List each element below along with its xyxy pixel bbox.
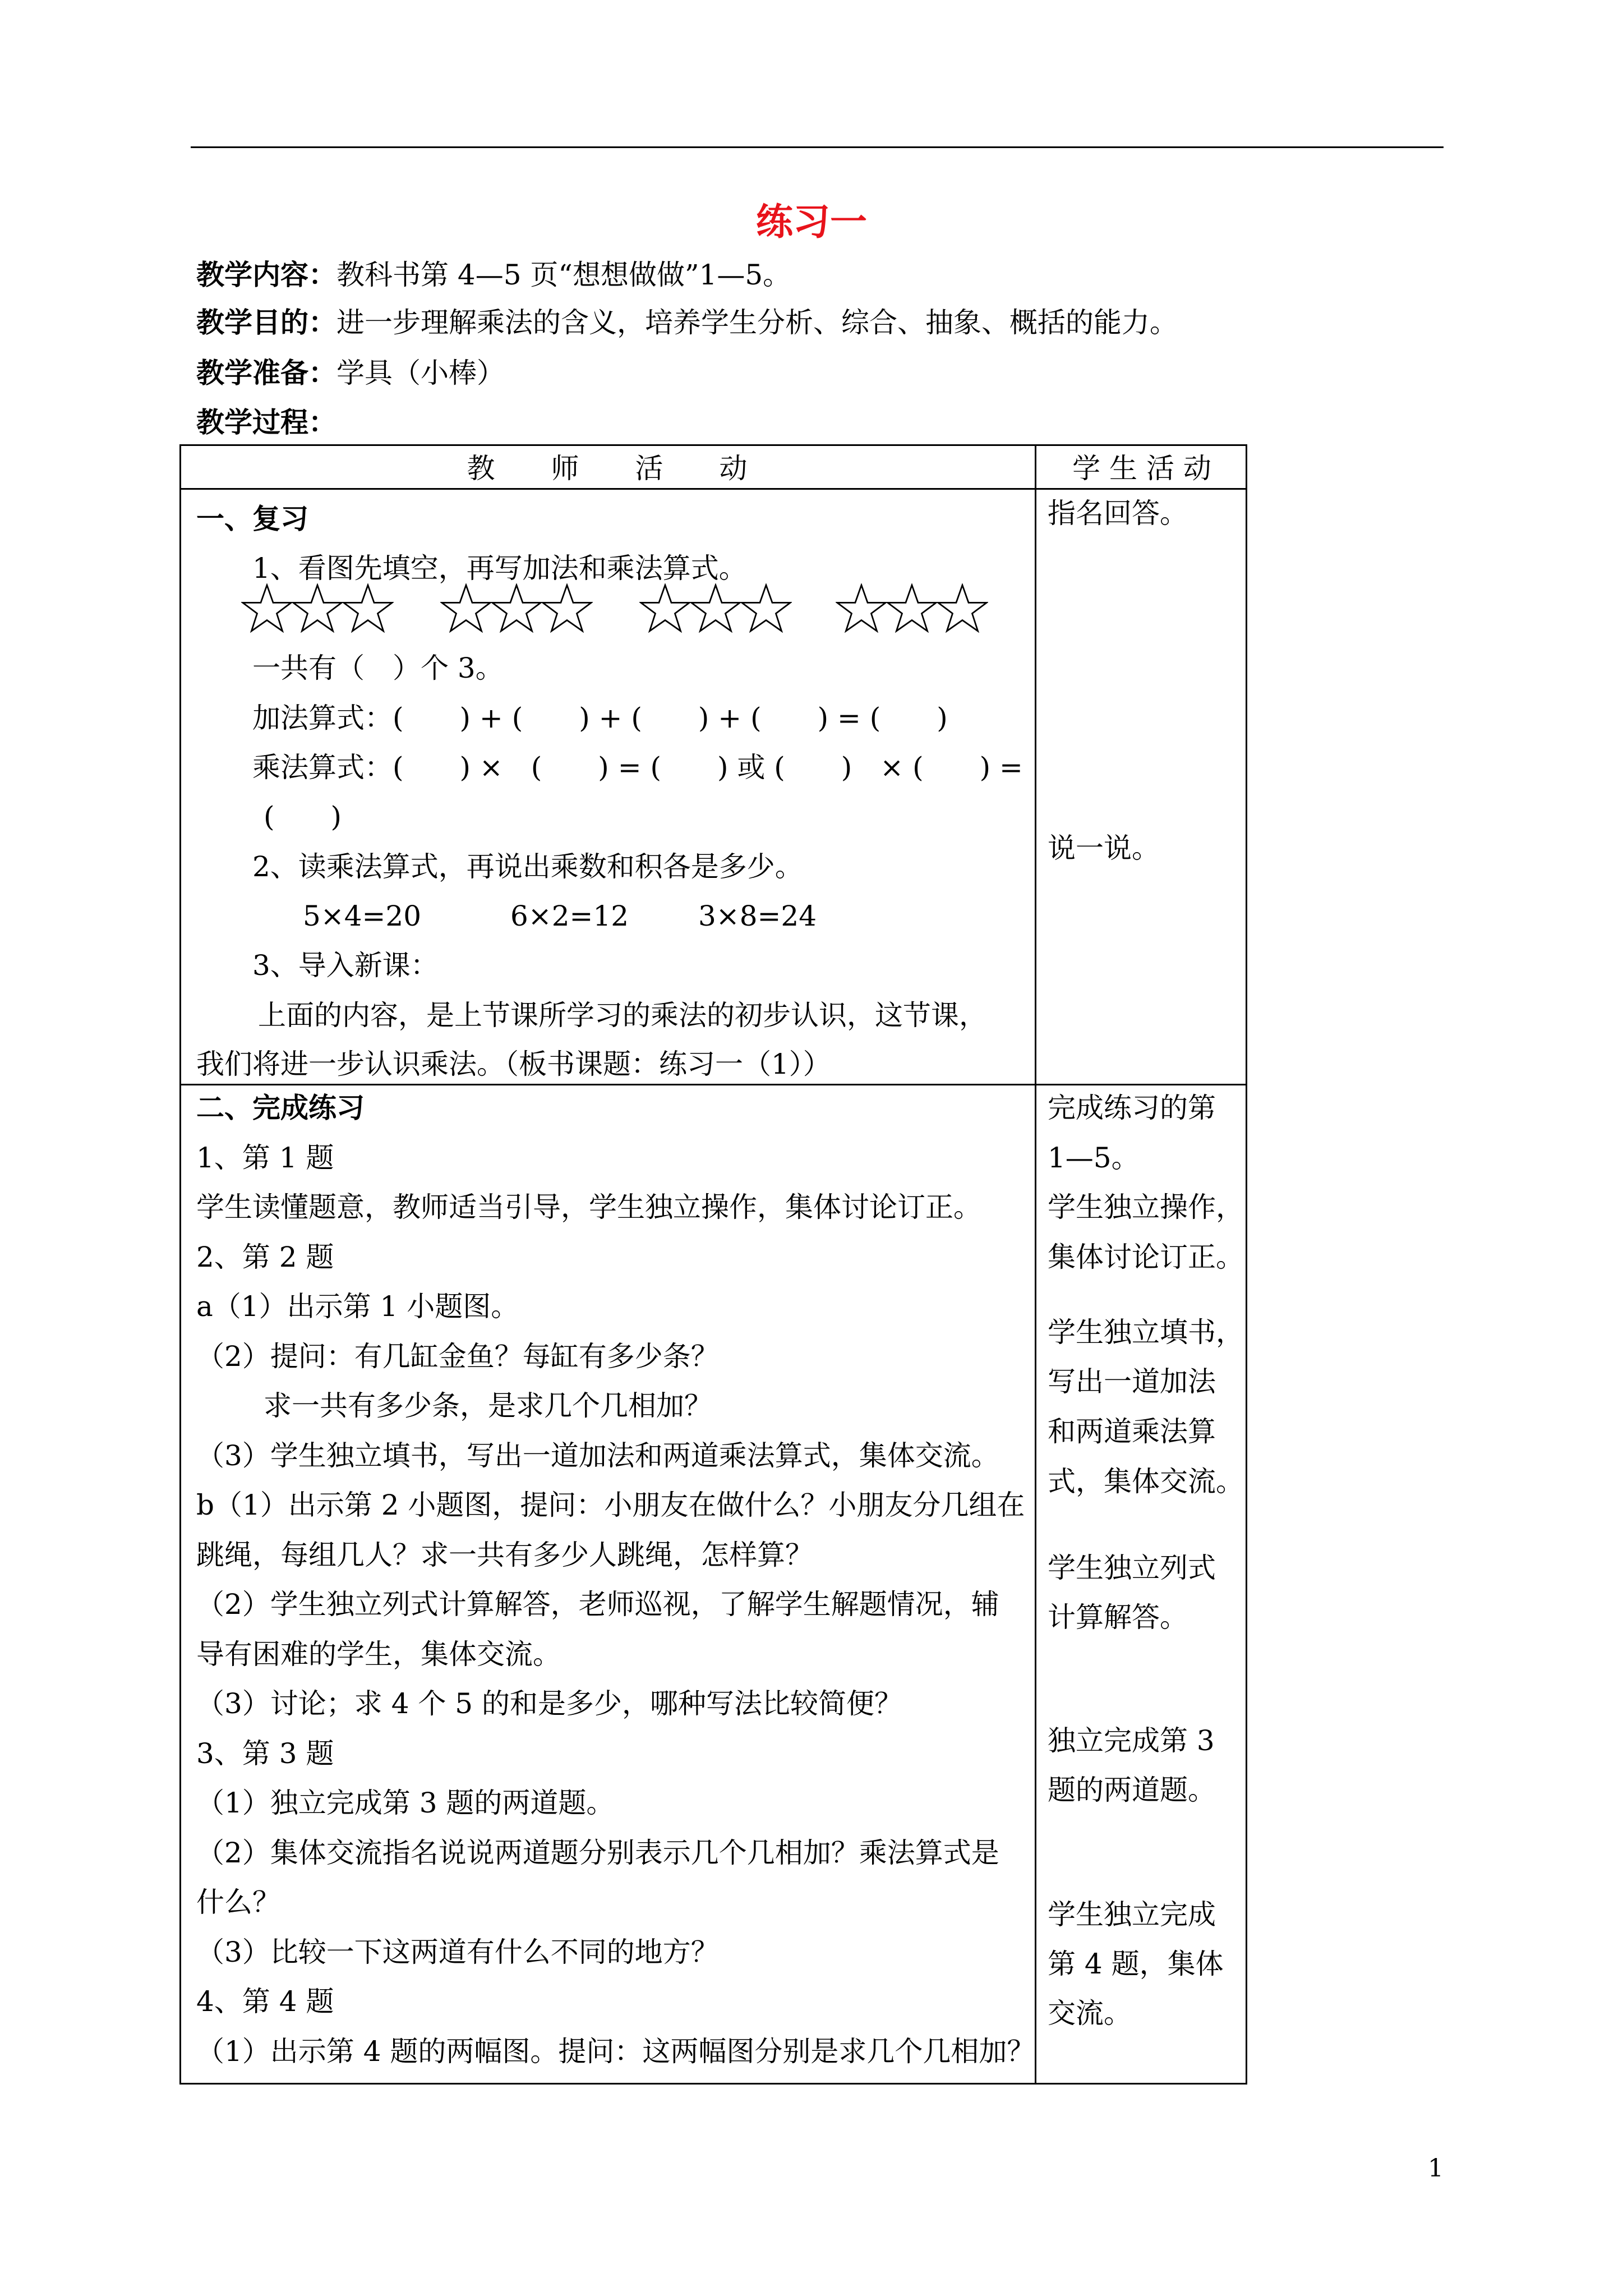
review-eq-3: 3×8=24 xyxy=(698,900,817,932)
star-icon xyxy=(241,583,293,633)
practice-line: （1）独立完成第 3 题的两道题。 xyxy=(196,1787,615,1819)
review-eq-2: 6×2=12 xyxy=(510,900,629,932)
review-intro-2: 我们将进一步认识乘法。（板书课题：练习一（1）） xyxy=(196,1048,831,1080)
star-icon xyxy=(836,583,887,633)
star-icon xyxy=(541,583,593,633)
practice-student-line: 独立完成第 3 xyxy=(1048,1724,1215,1757)
practice-line: 1、第 1 题 xyxy=(196,1142,334,1174)
review-heading: 一、复习 xyxy=(196,502,308,535)
star-icon xyxy=(440,583,492,633)
table-column-divider xyxy=(1035,444,1036,2085)
practice-student-line: 集体讨论订正。 xyxy=(1048,1241,1244,1273)
practice-student-line: 第 4 题，集体 xyxy=(1048,1948,1224,1980)
practice-line: （3）比较一下这两道有什么不同的地方？ xyxy=(196,1936,719,1968)
practice-line: 4、第 4 题 xyxy=(196,1985,334,2018)
practice-line: （2）集体交流指名说说两道题分别表示几个几相加？乘法算式是 xyxy=(196,1837,999,1869)
practice-student-line: 学生独立操作， xyxy=(1048,1191,1244,1223)
star-icon xyxy=(886,583,938,633)
content-line xyxy=(196,255,791,295)
practice-line: （3）学生独立填书，写出一道加法和两道乘法算式，集体交流。 xyxy=(196,1439,999,1472)
prep-value: 学具（小棒） xyxy=(336,357,505,389)
page-title: 练习一 xyxy=(756,200,867,243)
star-icon xyxy=(937,583,988,633)
prep-label: 教学准备： xyxy=(196,356,336,389)
star-icon xyxy=(491,583,542,633)
practice-student-line: 式，集体交流。 xyxy=(1048,1465,1244,1498)
review-add-formula: 加法算式：( ) + ( ) + ( ) + ( ) = ( ) xyxy=(252,702,948,734)
practice-line: a（1）出示第 1 小题图。 xyxy=(196,1290,519,1323)
star-icon xyxy=(690,583,741,633)
review-student-2: 说一说。 xyxy=(1048,832,1160,864)
practice-line: （2）提问：有几缸金鱼？每缸有多少条？ xyxy=(196,1340,719,1373)
practice-line: （3）讨论；求 4 个 5 的和是多少，哪种写法比较简便？ xyxy=(196,1687,903,1720)
review-eq-1: 5×4=20 xyxy=(303,900,422,932)
practice-line: 2、第 2 题 xyxy=(196,1241,334,1273)
review-q3: 3、导入新课： xyxy=(252,949,439,982)
content-value: 教科书第 4—5 页“想想做做”1—5。 xyxy=(336,259,791,291)
practice-line: 3、第 3 题 xyxy=(196,1737,334,1770)
practice-student-line: 写出一道加法 xyxy=(1048,1365,1216,1398)
review-q2: 2、读乘法算式，再说出乘数和积各是多少。 xyxy=(252,850,803,883)
prep-line xyxy=(196,353,505,393)
table-header-divider xyxy=(179,488,1247,490)
practice-student-line: 完成练习的第 xyxy=(1048,1092,1216,1124)
practice-line: 学生读懂题意，教师适当引导，学生独立操作，集体讨论订正。 xyxy=(196,1191,981,1223)
practice-student-line: 学生独立填书， xyxy=(1048,1316,1244,1349)
practice-line: 跳绳，每组几人？求一共有多少人跳绳，怎样算？ xyxy=(196,1539,813,1571)
practice-student-line: 和两道乘法算 xyxy=(1048,1415,1216,1448)
practice-line: 求一共有多少条，是求几个几相加？ xyxy=(236,1389,712,1422)
goal-line xyxy=(196,303,1178,342)
page-number: 1 xyxy=(1428,2154,1444,2183)
process-line xyxy=(196,403,336,442)
practice-student-line: 学生独立完成 xyxy=(1048,1898,1216,1931)
table-section-divider xyxy=(179,1084,1247,1085)
review-q1: 1、看图先填空，再写加法和乘法算式。 xyxy=(252,552,747,585)
practice-heading: 二、完成练习 xyxy=(196,1091,365,1124)
header-student: 学 生 活 动 xyxy=(1072,452,1211,485)
practice-student-line: 计算解答。 xyxy=(1048,1601,1188,1634)
review-student-1: 指名回答。 xyxy=(1048,497,1188,530)
header-rule xyxy=(191,146,1444,148)
star-icon xyxy=(740,583,792,633)
practice-line: b（1）出示第 2 小题图，提问：小朋友在做什么？小朋友分几组在 xyxy=(196,1489,1025,1521)
practice-student-line: 1—5。 xyxy=(1048,1142,1140,1174)
content-label: 教学内容： xyxy=(196,258,336,291)
review-mul-formula: 乘法算式：( ) × ( ) = ( ) 或 ( ) × ( ) = xyxy=(252,751,1023,784)
practice-student-line: 题的两道题。 xyxy=(1048,1774,1216,1806)
goal-label: 教学目的： xyxy=(196,306,336,339)
review-mul-formula-cont: ( ) xyxy=(264,800,342,833)
star-icon xyxy=(292,583,343,633)
practice-line: 导有困难的学生，集体交流。 xyxy=(196,1638,561,1671)
goal-value: 进一步理解乘法的含义，培养学生分析、综合、抽象、概括的能力。 xyxy=(336,306,1178,339)
star-icon xyxy=(342,583,394,633)
review-total: 一共有（ ）个 3。 xyxy=(252,652,504,684)
practice-line: （2）学生独立列式计算解答，老师巡视，了解学生解题情况，辅 xyxy=(196,1588,999,1621)
star-icon xyxy=(639,583,691,633)
practice-student-line: 交流。 xyxy=(1048,1997,1132,2030)
practice-line: （1）出示第 4 题的两幅图。提问：这两幅图分别是求几个几相加？ xyxy=(196,2035,1035,2068)
header-teacher: 教 师 活 动 xyxy=(467,452,748,485)
review-intro-1: 上面的内容，是上节课所学习的乘法的初步认识，这节课， xyxy=(258,999,987,1032)
practice-student-line: 学生独立列式 xyxy=(1048,1552,1216,1584)
process-label: 教学过程： xyxy=(196,406,336,439)
practice-line: 什么？ xyxy=(196,1886,280,1918)
